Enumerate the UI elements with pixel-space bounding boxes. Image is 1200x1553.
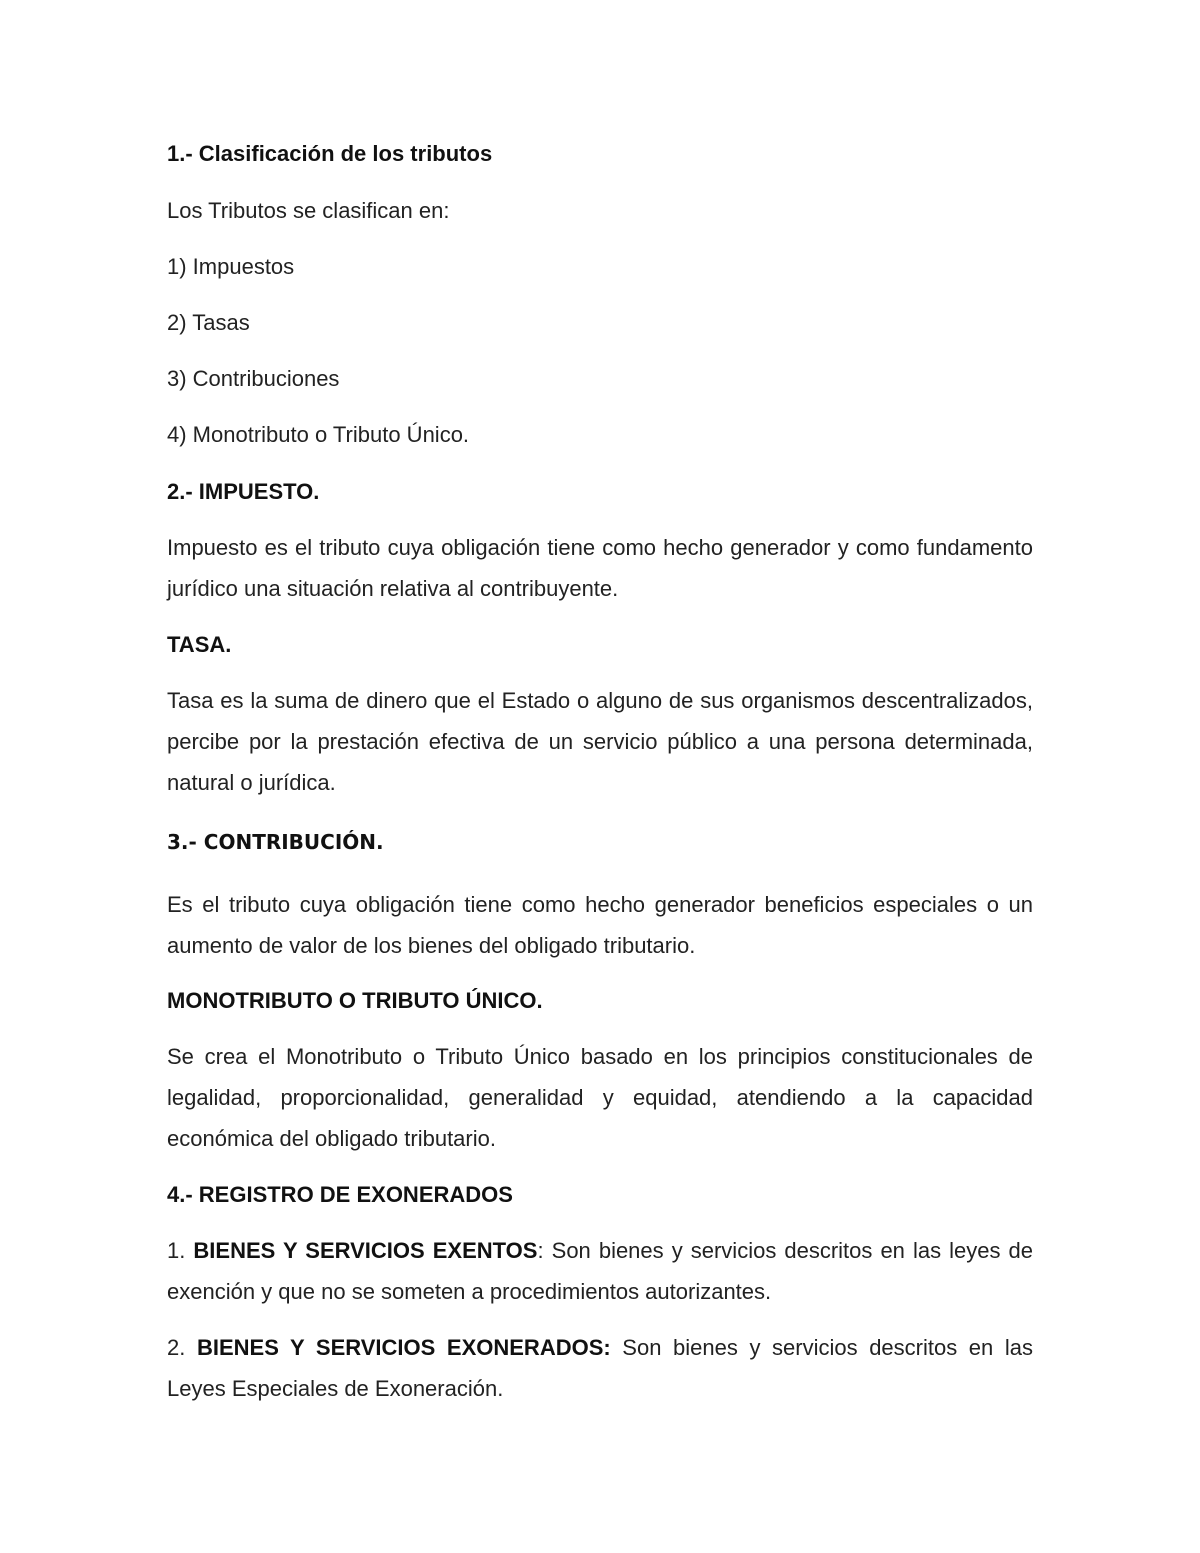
section-4-heading: 4.- REGISTRO DE EXONERADOS — [167, 1182, 513, 1207]
list-item: 3) Contribuciones — [167, 366, 340, 391]
exentos-item — [167, 1230, 1033, 1312]
exentos-text: : Son bienes y servicios descritos en las leyes de exención y que no se someten a procedimientos autorizantes. — [167, 1238, 1033, 1304]
monotributo-body: Se crea el Monotributo o Tributo Único basado en los principios constitucionales de legalidad, proporcionalidad, generalidad y equidad, atendiendo a la capacidad económica del obligado tributario. — [167, 1044, 1033, 1151]
section-2-body: Impuesto es el tributo cuya obligación tiene como hecho generador y como fundamento jurídico una situación relativa al contribuyente. — [167, 535, 1033, 601]
monotributo-heading: MONOTRIBUTO O TRIBUTO ÚNICO. — [167, 988, 543, 1013]
list-item: 2) Tasas — [167, 310, 250, 335]
list-item: 4) Monotributo o Tributo Único. — [167, 422, 470, 447]
tasa-heading: TASA. — [167, 632, 232, 657]
section-3-heading: 3.- CONTRIBUCIÓN. — [167, 830, 384, 854]
exonerados-number: 2. — [167, 1335, 186, 1360]
exonerados-term: BIENES Y SERVICIOS EXONERADOS: — [196, 1335, 611, 1360]
exonerados-text: Son bienes y servicios descritos en las Leyes Especiales de Exoneración. — [167, 1335, 1033, 1401]
section-2-heading: 2.- IMPUESTO. — [167, 479, 320, 504]
exonerados-item — [167, 1327, 1033, 1409]
section-3-body: Es el tributo cuya obligación tiene como hecho generador beneficios especiales o un aumento de valor de los bienes del obligado tributario. — [167, 892, 1033, 958]
list-item: 1) Impuestos — [167, 254, 295, 279]
section-1-heading: 1.- Clasificación de los tributos — [167, 141, 493, 166]
section-1-intro: Los Tributos se clasifican en: — [167, 198, 450, 223]
exentos-term: BIENES Y SERVICIOS EXENTOS — [193, 1238, 538, 1263]
exentos-number: 1. — [167, 1238, 186, 1263]
tasa-body: Tasa es la suma de dinero que el Estado o alguno de sus organismos descentralizados, percibe por la prestación efectiva de un servicio público a una persona determinada, natural o jurídica. — [167, 688, 1033, 795]
